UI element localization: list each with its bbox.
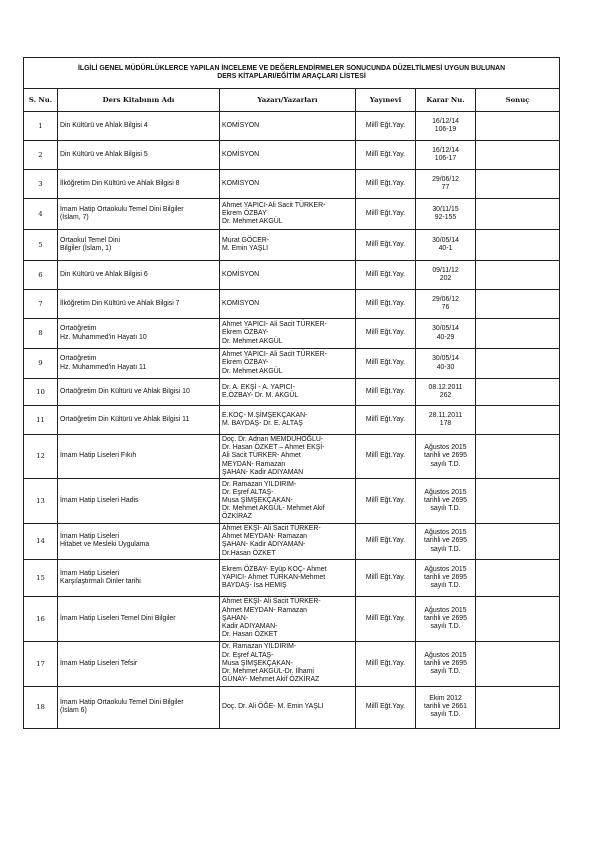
table-row [24, 524, 560, 560]
table-row [24, 290, 560, 319]
header-book: Ders Kitabının Adı [58, 89, 220, 112]
row-number: 16 [24, 596, 58, 641]
result-cell [476, 290, 560, 319]
book-title: Din Kültürü ve Ahlak Bilgisi 6 [58, 261, 220, 290]
result-cell [476, 261, 560, 290]
book-publisher: Millî Eğt.Yay. [356, 141, 416, 170]
table-row [24, 641, 560, 686]
row-number: 12 [24, 435, 58, 479]
table-row [24, 479, 560, 524]
book-authors: Doç. Dr. Ali ÖĞE- M. Emin YAŞLI [220, 686, 356, 728]
decision-number: 29/06/12 76 [416, 290, 476, 319]
result-cell [476, 349, 560, 379]
table-row [24, 112, 560, 141]
book-title: Ortaöğretim Din Kültürü ve Ahlak Bilgisi 10 [58, 379, 220, 406]
result-cell [476, 596, 560, 641]
book-publisher: Millî Eğt.Yay. [356, 319, 416, 349]
decision-number: Ağustos 2015 tarihli ve 2695 sayılı T.D. [416, 524, 476, 560]
book-authors: Ekrem ÖZBAY- Eyüp KOÇ- Ahmet YAPICI- Ahmet TÜRKAN-Mehmet BAYDAŞ- İsa HEMİŞ [220, 559, 356, 596]
book-authors: Dr. Ramazan YILDIRIM- Dr. Eşref ALTAŞ- Musa ŞİMŞEKÇAKAN- Dr. Mehmet AKGÜL-Dr. İlhami GÜNAY- Mehmet Akif ÖZKİRAZ [220, 641, 356, 686]
table-row [24, 349, 560, 379]
row-number: 13 [24, 479, 58, 524]
row-number: 18 [24, 686, 58, 728]
table-row [24, 596, 560, 641]
book-publisher: Millî Eğt.Yay. [356, 112, 416, 141]
book-authors: Ahmet YAPICI- Ali Sacit TÜRKER- Ekrem ÖZBAY- Dr. Mehmet AKGÜL [220, 319, 356, 349]
book-publisher: Millî Eğt.Yay. [356, 199, 416, 230]
result-cell [476, 170, 560, 199]
header-result: Sonuç [476, 89, 560, 112]
book-authors: KOMİSYON [220, 112, 356, 141]
decision-number: Ağustos 2015 tarihli ve 2695 sayılı T.D. [416, 479, 476, 524]
decision-number: 30/11/15 92-155 [416, 199, 476, 230]
book-title: İmam Hatip Liseleri Karşılaştırmalı Dinler tarihi [58, 559, 220, 596]
book-publisher: Millî Eğt.Yay. [356, 379, 416, 406]
row-number: 6 [24, 261, 58, 290]
row-number: 11 [24, 406, 58, 435]
book-publisher: Millî Eğt.Yay. [356, 686, 416, 728]
book-title: İmam Hatip Liseleri Hitabet ve Mesleki Uygulama [58, 524, 220, 560]
document-title-line1: İLGİLİ GENEL MÜDÜRLÜKLERCE YAPILAN İNCELEME VE DEĞERLENDİRMELER SONUCUNDA DÜZELTİLMESİ UYGUN BULUNAN [77, 64, 506, 72]
table-row [24, 199, 560, 230]
book-authors: Doç. Dr. Adnan MEMDUHOĞLU- Dr. Hasan ÖZKET – Ahmet EKŞİ- Ali Sacit TÜRKER- Ahmet MEYDAN- Ramazan ŞAHAN- Kadir ADIYAMAN [220, 435, 356, 479]
table-row [24, 379, 560, 406]
header-publisher: Yayınevi [356, 89, 416, 112]
book-publisher: Millî Eğt.Yay. [356, 406, 416, 435]
document-title [24, 58, 560, 89]
book-authors: Murat GÖCER- M. Emin YAŞLI [220, 230, 356, 261]
header-author: Yazarı/Yazarları [220, 89, 356, 112]
result-cell [476, 230, 560, 261]
result-cell [476, 479, 560, 524]
book-publisher: Millî Eğt.Yay. [356, 641, 416, 686]
book-authors: Ahmet YAPICI- Ali Sacit TÜRKER- Ekrem ÖZBAY- Dr. Mehmet AKGÜL [220, 349, 356, 379]
book-publisher: Millî Eğt.Yay. [356, 230, 416, 261]
book-authors: Ahmet YAPICI-Ali Sacit TÜRKER- Ekrem ÖZBAY Dr. Mehmet AKGÜL [220, 199, 356, 230]
table-row [24, 170, 560, 199]
book-authors: KOMİSYON [220, 261, 356, 290]
decision-number: 30/05/14 40-1 [416, 230, 476, 261]
decision-number: 30/05/14 40-30 [416, 349, 476, 379]
table-body [24, 112, 560, 729]
row-number: 17 [24, 641, 58, 686]
book-publisher: Millî Eğt.Yay. [356, 559, 416, 596]
row-number: 15 [24, 559, 58, 596]
book-publisher: Millî Eğt.Yay. [356, 435, 416, 479]
row-number: 14 [24, 524, 58, 560]
table-row [24, 141, 560, 170]
book-publisher: Millî Eğt.Yay. [356, 170, 416, 199]
book-authors: Dr. Ramazan YILDIRIM- Dr. Eşref ALTAŞ- Musa ŞİMŞEKÇAKAN- Dr. Mehmet AKGÜL- Mehmet Akif ÖZKİRAZ [220, 479, 356, 524]
result-cell [476, 686, 560, 728]
book-authors: KOMİSYON [220, 141, 356, 170]
book-publisher: Millî Eğt.Yay. [356, 290, 416, 319]
table-row [24, 559, 560, 596]
decision-number: Ağustos 2015 tarihli ve 2695 sayılı T.D. [416, 596, 476, 641]
row-number: 5 [24, 230, 58, 261]
book-authors: KOMİSYON [220, 290, 356, 319]
decision-number: 16/12/14 106-19 [416, 112, 476, 141]
result-cell [476, 199, 560, 230]
decision-number: Ağustos 2015 tarihli ve 2695 sayılı T.D. [416, 435, 476, 479]
row-number: 7 [24, 290, 58, 319]
row-number: 4 [24, 199, 58, 230]
table-row [24, 435, 560, 479]
result-cell [476, 641, 560, 686]
book-publisher: Millî Eğt.Yay. [356, 596, 416, 641]
book-title: Ortaokul Temel Dini Bilgiler (İslam, 1) [58, 230, 220, 261]
result-cell [476, 319, 560, 349]
result-cell [476, 379, 560, 406]
table-row [24, 406, 560, 435]
book-title: Ortaöğretim Hz. Muhammed'in Hayatı 10 [58, 319, 220, 349]
decision-number: Ağustos 2015 tarihli ve 2695 sayılı T.D. [416, 559, 476, 596]
table-row [24, 230, 560, 261]
table-row [24, 319, 560, 349]
book-publisher: Millî Eğt.Yay. [356, 261, 416, 290]
book-publisher: Millî Eğt.Yay. [356, 524, 416, 560]
book-title: Ortaöğretim Din Kültürü ve Ahlak Bilgisi 11 [58, 406, 220, 435]
book-title: İmam Hatip Liseleri Tefsir [58, 641, 220, 686]
decision-number: 28.11.2011 178 [416, 406, 476, 435]
book-authors: KOMİSYON [220, 170, 356, 199]
book-title: Din Kültürü ve Ahlak Bilgisi 5 [58, 141, 220, 170]
table-row [24, 261, 560, 290]
row-number: 10 [24, 379, 58, 406]
decision-number: 16/12/14 106-17 [416, 141, 476, 170]
book-title: İmam Hatip Liseleri Fıkıh [58, 435, 220, 479]
result-cell [476, 524, 560, 560]
decision-number: Ağustos 2015 tarihli ve 2695 sayılı T.D. [416, 641, 476, 686]
book-list-table [23, 57, 560, 729]
book-authors: Ahmet EKŞİ- Ali Sacit TÜRKER- Ahmet MEYDAN- Ramazan ŞAHAN- Kadir ADIYAMAN- Dr.Hasan ÖZKET [220, 524, 356, 560]
decision-number: 29/06/12 77 [416, 170, 476, 199]
book-title: Ortaöğretim Hz. Muhammed'in Hayatı 11 [58, 349, 220, 379]
result-cell [476, 112, 560, 141]
row-number: 1 [24, 112, 58, 141]
book-publisher: Millî Eğt.Yay. [356, 479, 416, 524]
book-title: İmam Hatip Liseleri Hadis [58, 479, 220, 524]
book-title: İlköğretim Din Kültürü ve Ahlak Bilgisi 7 [58, 290, 220, 319]
book-title: İlköğretim Din Kültürü ve Ahlak Bilgisi 8 [58, 170, 220, 199]
row-number: 3 [24, 170, 58, 199]
result-cell [476, 559, 560, 596]
book-publisher: Millî Eğt.Yay. [356, 349, 416, 379]
result-cell [476, 435, 560, 479]
result-cell [476, 406, 560, 435]
book-title: İmam Hatip Ortaokulu Temel Dini Bilgiler (İslam, 7) [58, 199, 220, 230]
decision-number: 30/05/14 40-29 [416, 319, 476, 349]
result-cell [476, 141, 560, 170]
book-title: İmam Hatip Ortaokulu Temel Dini Bilgiler (İslam 6) [58, 686, 220, 728]
book-authors: Ahmet EKŞİ- Ali Sacit TÜRKER- Ahmet MEYDAN- Ramazan ŞAHAN- Kadir ADIYAMAN- Dr. Hasan ÖZKET [220, 596, 356, 641]
row-number: 2 [24, 141, 58, 170]
header-decision: Karar Nu. [416, 89, 476, 112]
book-authors: Dr. A. EKŞİ - A. YAPICI- E.ÖZBAY- Dr. M. AKGÜL [220, 379, 356, 406]
book-title: İmam Hatip Liseleri Temel Dini Bilgiler [58, 596, 220, 641]
row-number: 8 [24, 319, 58, 349]
book-title: Din Kültürü ve Ahlak Bilgisi 4 [58, 112, 220, 141]
table-header-row [24, 89, 560, 112]
header-no: S. Nu. [24, 89, 58, 112]
row-number: 9 [24, 349, 58, 379]
book-authors: E.KOÇ- M.ŞİMŞEKÇAKAN- M. BAYDAŞ- Dr. E. ALTAŞ [220, 406, 356, 435]
table-row [24, 686, 560, 728]
decision-number: 08.12.2011 262 [416, 379, 476, 406]
decision-number: Ekim 2012 tarihli ve 2661 sayılı T.D. [416, 686, 476, 728]
document-title-line2: DERS KİTAPLARI/EĞİTİM ARAÇLARI LİSTESİ [217, 73, 366, 80]
decision-number: 09/11/12 202 [416, 261, 476, 290]
